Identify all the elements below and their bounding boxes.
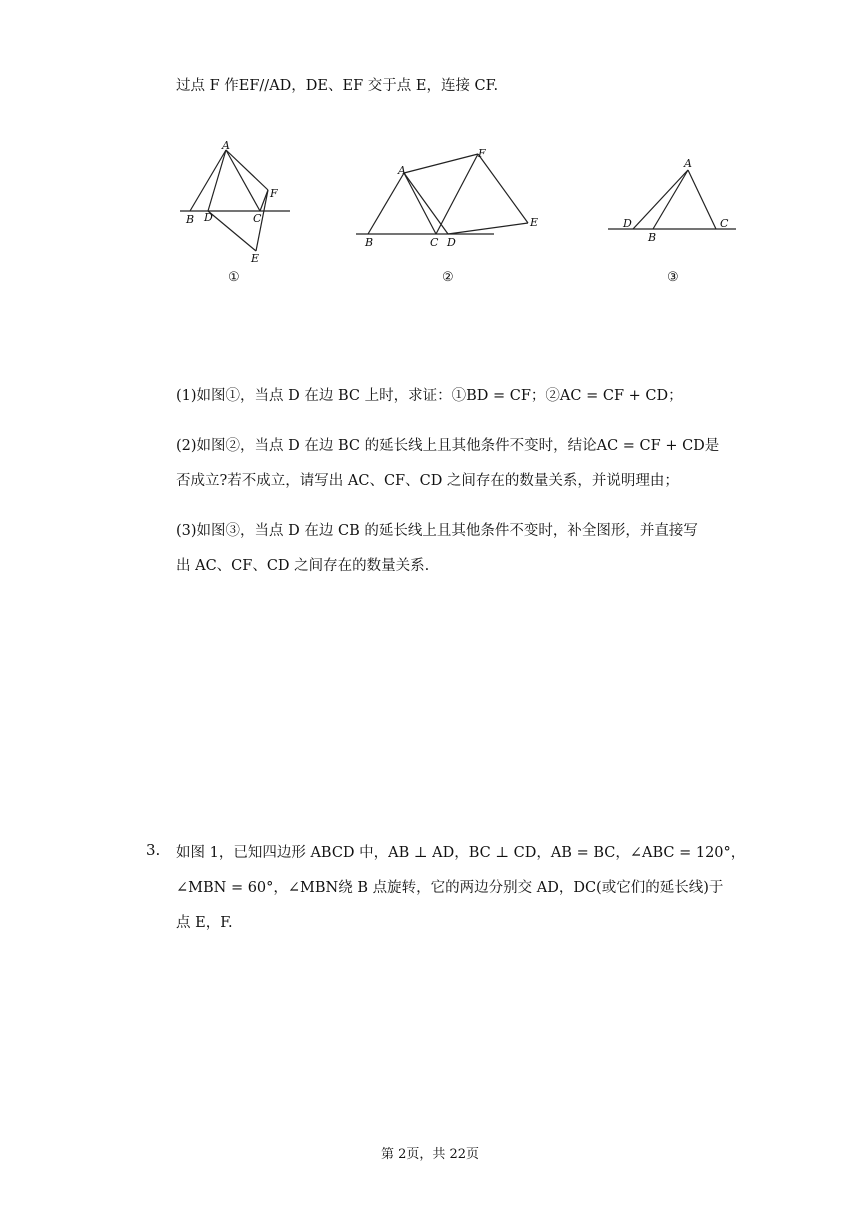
question-3-line-1: 如图 1，已知四边形 ABCD 中，AB ⊥ AD，BC ⊥ CD，AB = BC，∠ABC = 120°， [176, 845, 746, 861]
fig2-point-e: E [530, 216, 539, 229]
question-3-line-2: ∠MBN = 60°，∠MBN绕 B 点旋转，它的两边分别交 AD，DC(或它们的延长线)于 [176, 880, 724, 896]
fig2-caption: ② [442, 270, 454, 285]
fig1-point-a: A [222, 139, 230, 152]
q2-part-2-line-1: (2)如图②，当点 D 在边 BC 的延长线上且其他条件不变时，结论AC = CF + CD是 [176, 438, 720, 454]
fig2-point-f: F [478, 147, 486, 160]
page-footer: 第 2页，共 22页 [380, 1147, 480, 1162]
q2-part-3-line-1: (3)如图③，当点 D 在边 CB 的延长线上且其他条件不变时，补全图形，并直接写 [176, 523, 698, 539]
question-3-number: 3. [146, 841, 161, 859]
fig2-point-a: A [398, 164, 406, 177]
fig2-point-b: B [365, 236, 374, 249]
fig1-point-c: C [253, 212, 262, 225]
q2-part-2-line-2: 否成立?若不成立，请写出 AC、CF、CD 之间存在的数量关系，并说明理由； [176, 473, 679, 489]
q2-part-1: (1)如图①，当点 D 在边 BC 上时，求证：①BD = CF；②AC = CF + CD； [176, 388, 683, 404]
fig3-caption: ③ [667, 270, 679, 285]
intro-text: 过点 F 作EF//AD，DE、EF 交于点 E，连接 CF. [176, 78, 499, 94]
fig2-point-d: D [447, 236, 456, 249]
fig1-point-d: D [204, 211, 213, 224]
q2-part-3-line-2: 出 AC、CF、CD 之间存在的数量关系. [176, 558, 430, 574]
fig3-point-c: C [720, 217, 729, 230]
figure-3 [606, 150, 740, 288]
fig1-point-b: B [186, 213, 195, 226]
question-3-line-3: 点 E，F. [176, 915, 233, 931]
fig3-point-d: D [623, 217, 632, 230]
fig1-caption: ① [228, 270, 240, 285]
figure-2 [352, 146, 552, 288]
fig2-point-c: C [430, 236, 439, 249]
fig1-point-f: F [270, 187, 278, 200]
fig1-point-e: E [251, 252, 260, 265]
figure-1 [178, 138, 294, 288]
fig3-point-b: B [648, 231, 657, 244]
fig3-point-a: A [684, 157, 692, 170]
